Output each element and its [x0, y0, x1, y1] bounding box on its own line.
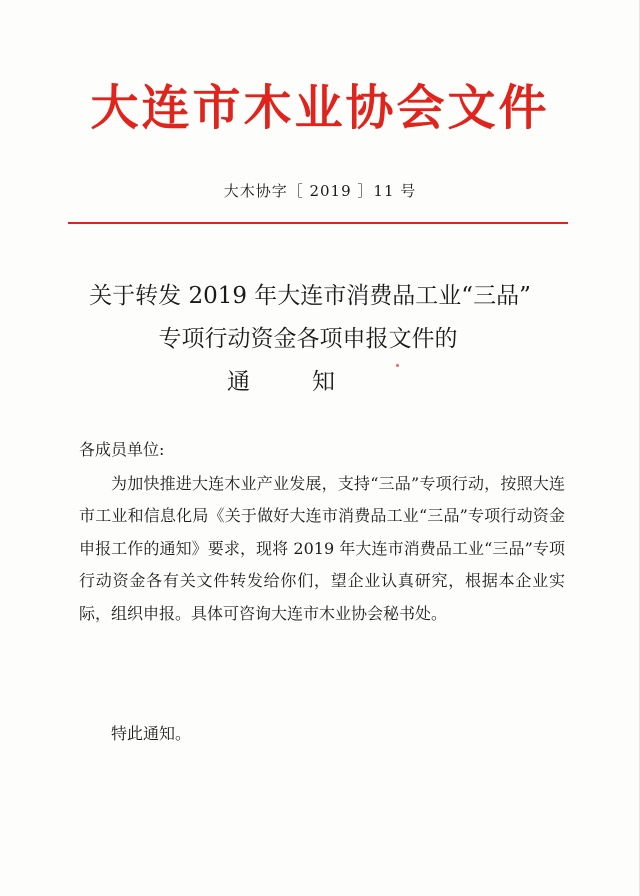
ink-dot — [396, 364, 399, 367]
title-line-1: 关于转发 2019 年大连市消费品工业“三品” — [89, 283, 531, 309]
red-divider — [68, 222, 568, 224]
closing-line: 特此通知。 — [111, 724, 192, 743]
body-paragraph: 为加快推进大连木业产业发展，支持“三品”专项行动，按照大连市工业和信息化局《关于做好大连市消费品工业“三品”专项行动资金申报工作的通知》要求，现将 2019 年大连市消费品工业“三品”专项行动资金各有关文件转发给你们，望企业认真研究，根据本企业实际，组织申报。具体可咨询大连市木业协会秘书处。 — [79, 474, 565, 623]
title-line-2: 专项行动资金各项申报文件的 — [158, 326, 458, 352]
doc-number: 大木协字［ 2019 ］11 号 — [223, 182, 417, 200]
org-header: 大连市木业协会文件 — [90, 80, 550, 136]
addressee: 各成员单位: — [79, 440, 165, 459]
title-line-3: 通知 — [227, 369, 397, 395]
